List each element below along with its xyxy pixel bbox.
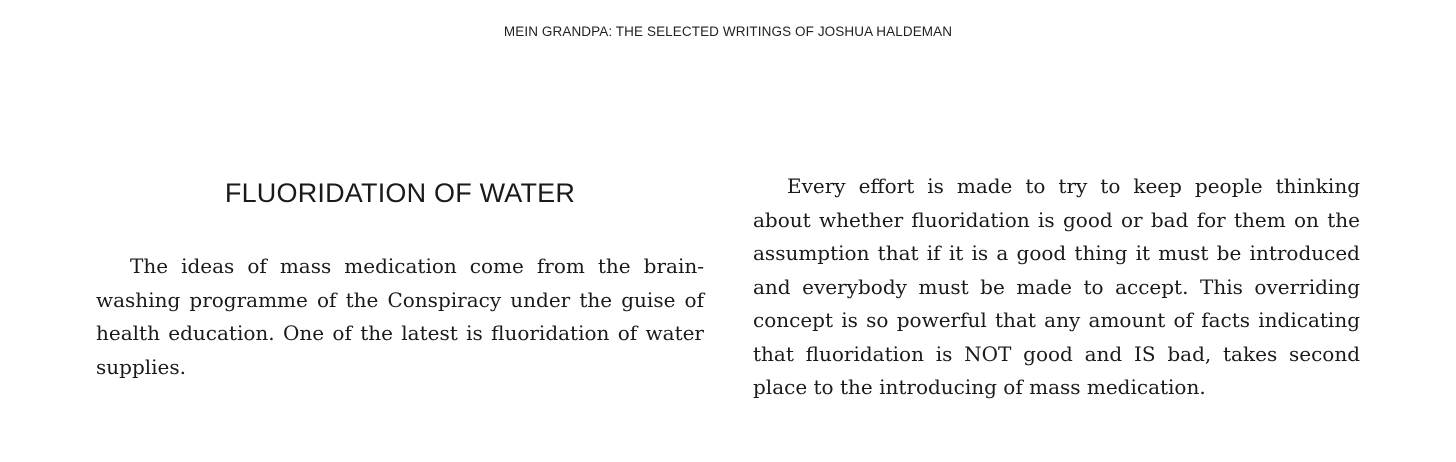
body-paragraph-right: Every effort is made to try to keep people thinking about whether fluoridation is good or bad for them on the assumption that if it is a good thing it must be introduced and everybody must be made to accept. This overriding concept is so powerful that any amount of facts indicating that fluoridation is NOT good and IS bad, takes second place to the introducing of mass medication. — [753, 174, 1360, 399]
right-column — [753, 170, 1360, 405]
running-header: MEIN GRANDPA: THE SELECTED WRITINGS OF JOSHUA HALDEMAN — [503, 24, 953, 39]
chapter-title: FLUORIDATION OF WATER — [224, 178, 576, 208]
body-paragraph-left: The ideas of mass medication come from the brainwashing programme of the Conspiracy under the guise of health education. One of the latest is fluoridation of water supplies. — [96, 254, 704, 379]
left-column — [96, 176, 704, 384]
